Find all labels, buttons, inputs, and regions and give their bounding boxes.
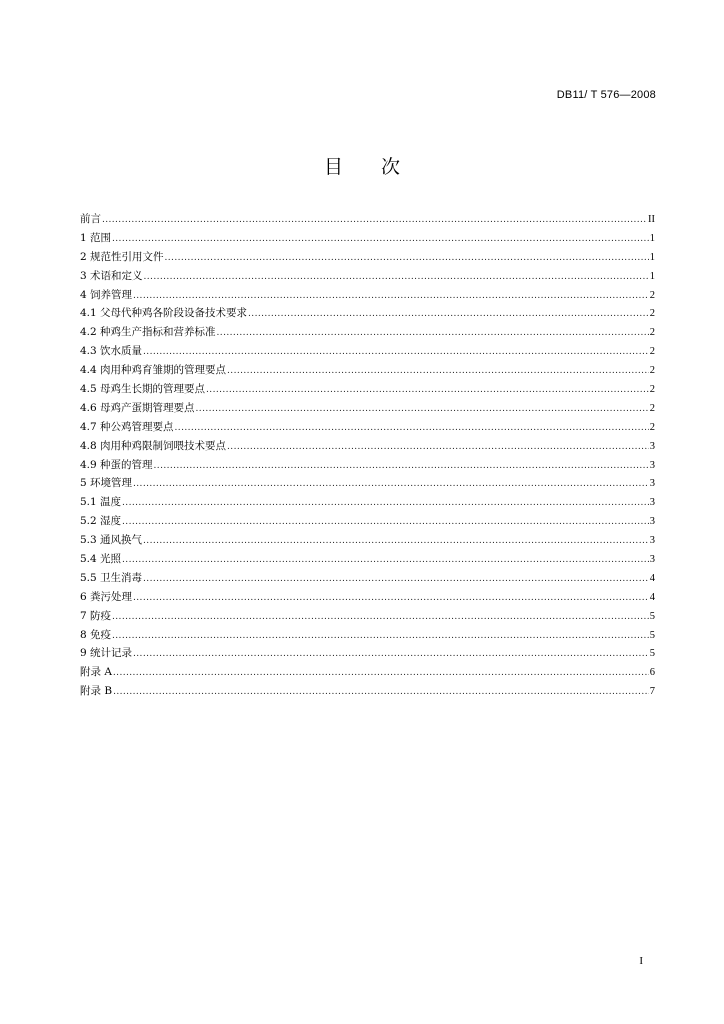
toc-entry-page: 3: [649, 459, 655, 471]
toc-entry-label: 2 规范性引用文件: [80, 250, 164, 263]
toc-entry[interactable]: [80, 644, 655, 663]
toc-entry[interactable]: [80, 512, 655, 531]
toc-entry[interactable]: [80, 474, 655, 493]
toc-entry-label: 附录 B: [80, 685, 113, 698]
toc-leader-dots: [227, 438, 649, 457]
toc-leader-dots: [206, 381, 649, 400]
toc-entry-page: 7: [649, 686, 655, 698]
toc-entry-page: 5: [649, 610, 655, 622]
toc-entry[interactable]: [80, 626, 655, 645]
toc-leader-dots: [143, 570, 649, 589]
toc-entry-label: 5.3 通风换气: [80, 534, 143, 547]
toc-entry-label: 5.1 温度: [80, 496, 122, 509]
toc-entry-page: 3: [649, 535, 655, 547]
toc-title: 目 次: [323, 156, 401, 178]
toc-entry[interactable]: [80, 229, 655, 248]
toc-entry-page: 2: [649, 402, 655, 414]
toc-entry-label: 7 防疫: [80, 609, 112, 622]
toc-entry-label: 4.3 饮水质量: [80, 345, 143, 358]
toc-entry-label: 4.5 母鸡生长期的管理要点: [80, 383, 206, 396]
toc-entry[interactable]: [80, 286, 655, 305]
toc-entry-page: 2: [649, 327, 655, 339]
toc-leader-dots: [112, 627, 649, 646]
toc-entry[interactable]: [80, 210, 655, 229]
toc-entry-page: 1: [649, 232, 655, 244]
toc-entry[interactable]: [80, 607, 655, 626]
toc-entry[interactable]: [80, 380, 655, 399]
standard-code: DB11/ T 576—2008: [556, 89, 656, 101]
toc-entry-page: 3: [649, 497, 655, 509]
toc-entry-page: 3: [649, 516, 655, 528]
toc-entry-page: 2: [649, 308, 655, 320]
toc-entry-label: 4.1 父母代种鸡各阶段设备技术要求: [80, 307, 248, 320]
toc-entry[interactable]: [80, 493, 655, 512]
toc-entry-label: 4.2 种鸡生产指标和营养标准: [80, 326, 216, 339]
toc-entry[interactable]: [80, 323, 655, 342]
toc-entry[interactable]: [80, 588, 655, 607]
toc-entry[interactable]: [80, 437, 655, 456]
toc-entry-label: 4.8 肉用种鸡限制饲喂技术要点: [80, 439, 227, 452]
toc-leader-dots: [144, 268, 649, 287]
toc-entry[interactable]: [80, 248, 655, 267]
toc-leader-dots: [112, 230, 649, 249]
toc-entry-page: 1: [649, 251, 655, 263]
toc-entry-page: 2: [649, 421, 655, 433]
table-of-contents: [80, 210, 655, 701]
toc-entry-label: 9 统计记录: [80, 647, 133, 660]
toc-leader-dots: [113, 683, 649, 702]
toc-leader-dots: [133, 287, 649, 306]
page-number: I: [639, 955, 643, 967]
toc-leader-dots: [143, 532, 649, 551]
toc-entry[interactable]: [80, 361, 655, 380]
toc-entry[interactable]: [80, 456, 655, 475]
toc-leader-dots: [122, 494, 649, 513]
toc-entry-label: 4.6 母鸡产蛋期管理要点: [80, 401, 195, 414]
toc-entry[interactable]: [80, 531, 655, 550]
toc-entry[interactable]: [80, 550, 655, 569]
toc-leader-dots: [165, 249, 649, 268]
toc-entry-label: 前言: [80, 213, 101, 225]
toc-leader-dots: [175, 419, 649, 438]
toc-entry-label: 4 饲养管理: [80, 288, 133, 301]
toc-leader-dots: [102, 211, 647, 230]
toc-entry-page: 3: [649, 440, 655, 452]
toc-leader-dots: [133, 645, 649, 664]
toc-leader-dots: [227, 362, 649, 381]
toc-entry[interactable]: [80, 418, 655, 437]
toc-entry[interactable]: [80, 682, 655, 701]
toc-entry-page: 5: [649, 648, 655, 660]
toc-entry[interactable]: [80, 267, 655, 286]
toc-entry-page: 2: [649, 346, 655, 358]
toc-entry-page: 2: [649, 365, 655, 377]
toc-entry-label: 8 免疫: [80, 628, 112, 641]
toc-leader-dots: [133, 475, 649, 494]
toc-leader-dots: [248, 305, 649, 324]
toc-entry-page: 3: [649, 478, 655, 490]
toc-entry-page: 3: [649, 554, 655, 566]
toc-entry-label: 1 范围: [80, 231, 112, 244]
toc-entry-label: 4.4 肉用种鸡育雏期的管理要点: [80, 364, 227, 377]
toc-entry-page: 6: [649, 667, 655, 679]
toc-entry[interactable]: [80, 304, 655, 323]
toc-entry[interactable]: [80, 342, 655, 361]
toc-leader-dots: [143, 343, 649, 362]
toc-entry-page: II: [648, 214, 655, 225]
toc-leader-dots: [113, 664, 649, 683]
toc-entry-page: 4: [649, 572, 655, 584]
toc-leader-dots: [217, 324, 649, 343]
toc-entry[interactable]: [80, 569, 655, 588]
toc-entry-label: 4.7 种公鸡管理要点: [80, 420, 174, 433]
toc-entry-label: 5 环境管理: [80, 477, 133, 490]
toc-entry-page: 2: [649, 384, 655, 396]
toc-entry-page: 1: [649, 270, 655, 282]
toc-entry-label: 4.9 种蛋的管理: [80, 458, 153, 471]
toc-entry[interactable]: [80, 399, 655, 418]
toc-leader-dots: [196, 400, 649, 419]
toc-entry-page: 4: [649, 591, 655, 603]
toc-leader-dots: [133, 589, 649, 608]
toc-entry-page: 5: [649, 629, 655, 641]
toc-leader-dots: [122, 513, 649, 532]
toc-entry[interactable]: [80, 663, 655, 682]
toc-leader-dots: [154, 457, 649, 476]
toc-leader-dots: [122, 551, 649, 570]
toc-entry-label: 5.5 卫生消毒: [80, 571, 143, 584]
toc-entry-label: 5.4 光照: [80, 553, 122, 566]
toc-leader-dots: [112, 608, 649, 627]
toc-entry-page: 2: [649, 289, 655, 301]
toc-entry-label: 6 粪污处理: [80, 590, 133, 603]
toc-entry-label: 5.2 湿度: [80, 515, 122, 528]
toc-entry-label: 附录 A: [80, 666, 112, 679]
toc-entry-label: 3 术语和定义: [80, 269, 143, 282]
